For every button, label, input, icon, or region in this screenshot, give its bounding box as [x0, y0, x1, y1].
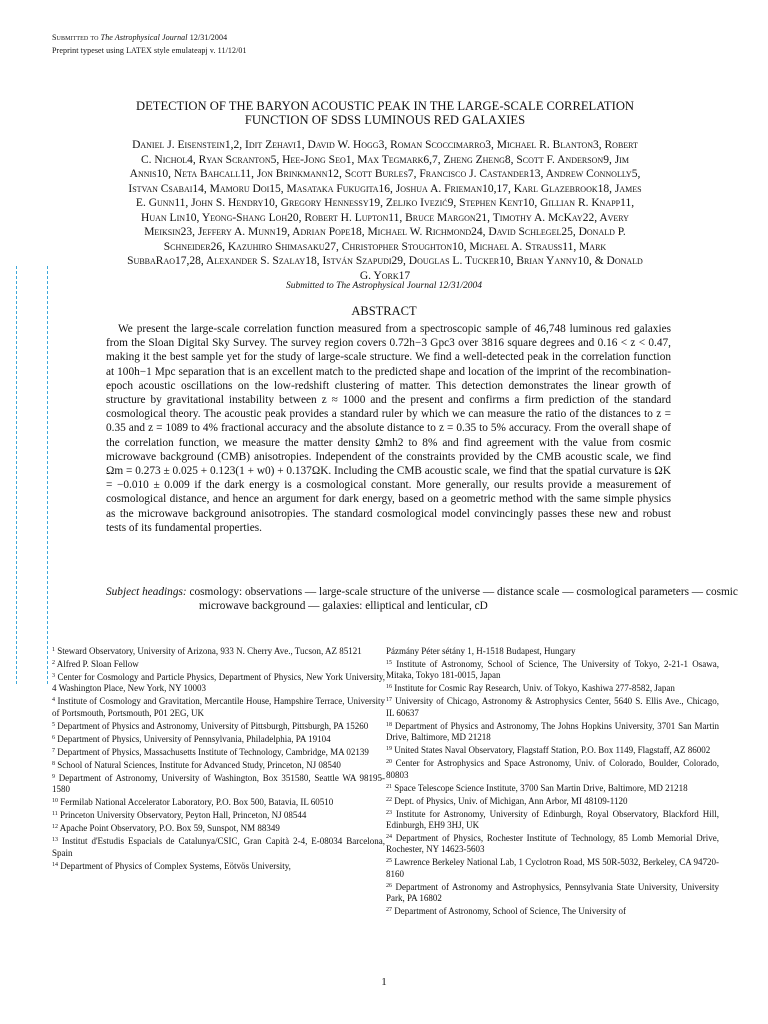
footnote: $^{15}$ Institute of Astronomy, School of Science, The University of Tokyo, 2-21-1 Osawa, Mitaka, Tokyo 181-0015, Japan — [386, 659, 719, 681]
footnote: $^{26}$ Department of Astronomy and Astrophysics, Pennsylvania State University, University Park, PA 16802 — [386, 881, 720, 904]
abstract-heading: ABSTRACT — [351, 304, 417, 318]
footnote: $^{27}$ Department of Astronomy, School of Science, The University of — [386, 906, 626, 917]
footnote: $^{25}$ Lawrence Berkeley National Lab, 1 Cyclotron Road, MS 50R-5032, Berkeley, CA 94720-8160 — [386, 857, 720, 879]
footnote: $^{18}$ Department of Physics and Astronomy, The Johns Hopkins University, 3701 San Martin Drive, Baltimore, MD 21218 — [386, 720, 720, 743]
submission-date: 12/31/2004 — [189, 33, 228, 42]
subject-headings-text: cosmology: observations — large-scale structure of the universe — distance scale — cosmological parameters — cosmic microwave background — galaxies: elliptical and lenticular, cD — [189, 586, 738, 613]
page-number: 1 — [381, 976, 387, 988]
submitted-prefix: Submitted to — [52, 33, 99, 42]
footnote: $^9$ Department of Astronomy, University of Washington, Box 351580, Seattle WA 98195-1580 — [52, 772, 386, 795]
footnote: $^{17}$ University of Chicago, Astronomy & Astrophysics Center, 5640 S. Ellis Ave., Chicago, IL 60637 — [386, 696, 720, 718]
footnote: $^{19}$ United States Naval Observatory, Flagstaff Station, P.O. Box 1149, Flagstaff, AZ 86002 — [386, 745, 711, 756]
footnote: $^{10}$ Fermilab National Accelerator Laboratory, P.O. Box 500, Batavia, IL 60510 — [52, 797, 334, 808]
footnote: $^{20}$ Center for Astrophysics and Space Astronomy, Univ. of Colorado, Boulder, Colorado, 80803 — [386, 758, 719, 780]
footnote: $^8$ School of Natural Sciences, Institute for Advanced Study, Princeton, NJ 08540 — [52, 759, 341, 770]
footnote: $^2$ Alfred P. Sloan Fellow — [52, 659, 139, 669]
selection-guide — [16, 266, 48, 684]
footnote: $^{23}$ Institute for Astronomy, University of Edinburgh, Royal Observatory, Blackford Hill, Edinburgh, EH9 3HJ, UK — [386, 808, 720, 831]
preprint-line: Preprint typeset using LATEX style emulateapj v. 11/12/01 — [52, 46, 247, 55]
footnote: Pázmány Péter sétány 1, H-1518 Budapest, Hungary — [386, 646, 576, 656]
footnote: $^6$ Department of Physics, University of Pennsylvania, Philadelphia, PA 19104 — [52, 733, 331, 744]
footnote: $^7$ Department of Physics, Massachusetts Institute of Technology, Cambridge, MA 02139 — [52, 746, 369, 757]
footnote: $^{13}$ Institut d'Estudis Espacials de Catalunya/CSIC, Gran Capità 2-4, E-08034 Barcelona, Spain — [52, 836, 385, 858]
submission-header — [52, 33, 227, 42]
subject-headings — [106, 585, 764, 613]
footnote: $^{24}$ Department of Physics, Rochester Institute of Technology, 85 Lomb Memorial Drive, Rochester, NY 14623-5603 — [386, 833, 720, 855]
author-list: Daniel J. Eisenstein1,2, Idit Zehavi1, David W. Hogg3, Roman Scoccimarro3, Michael R. Blanton3, Robert C. Nichol4, Ryan Scranton5, Hee-Jong Seo1, Max Tegmark6,7, Zheng Zheng8, Scott F. Anderson9, Jim Annis10, Neta Bahcall11, Jon Brinkmann12, Scott Burles7, Francisco J. Castander13, Andrew Connolly5, Istvan Csabai14, Mamoru Doi15, Masataka Fukugita16, Joshua A. Frieman10,17, Karl Glazebrook18, James E. Gunn11, John S. Hendry10, Gregory Hennessy19, Zeljko Ivezić9, Stephen Kent10, Gillian R. Knapp11, Huan Lin10, Yeong-Shang Loh20, Robert H. Lupton11, Bruce Margon21, Timothy A. McKay22, Avery Meiksin23, Jeffery A. Munn19, Adrian Pope18, Michael W. Richmond24, David Schlegel25, Donald P. Schneider26, Kazuhiro Shimasaku27, Christopher Stoughton10, Michael A. Strauss11, Mark SubbaRao17,28, Alexander S. Szalay18, István Szapudi29, Douglas L. Tucker10, Brian Yanny10, & Donald G. York17 — [127, 139, 643, 282]
subject-headings-label: Subject headings: — [106, 586, 187, 598]
footnote: $^3$ Center for Cosmology and Particle Physics, Department of Physics, New York University, 4 Washington Place, New York, NY 10003 — [52, 672, 385, 694]
paper-title: DETECTION OF THE BARYON ACOUSTIC PEAK IN THE LARGE-SCALE CORRELATION FUNCTION OF SDSS LUMINOUS RED GALAXIES — [135, 99, 635, 127]
footnote: $^4$ Institute of Cosmology and Gravitation, Mercantile House, Hampshire Terrace, University of Portsmouth, Portsmouth, P01 2EG, UK — [52, 696, 386, 718]
footnote: $^{12}$ Apache Point Observatory, P.O. Box 59, Sunspot, NM 88349 — [52, 823, 280, 834]
submitted-line: Submitted to The Astrophysical Journal 12/31/2004 — [285, 281, 483, 291]
footnote: $^{14}$ Department of Physics of Complex Systems, Eötvös University, — [52, 860, 291, 871]
footnotes-right — [386, 646, 719, 919]
footnote: $^1$ Steward Observatory, University of Arizona, 933 N. Cherry Ave., Tucson, AZ 85121 — [52, 646, 362, 656]
journal-name: The Astrophysical Journal — [100, 33, 188, 42]
abstract-body: We present the large-scale correlation function measured from a spectroscopic sample of 46,748 luminous red galaxies from the Sloan Digital Sky Survey. The survey region covers 0.72h−3 Gpc3 over 3816 square degrees and 0.16 < z < 0.47, making it the best sample yet for the study of large-scale structure. We find a well-detected peak in the correlation function at 100h−1 Mpc separation that is an excellent match to the predicted shape and location of the imprint of the recombination-epoch acoustic oscillations on the low-redshift clustering of matter. This detection demonstrates the linear growth of structure by gravitational instability between z ≈ 1000 and the present and confirms a firm prediction of the standard cosmological theory. The acoustic peak provides a standard ruler by which we can measure the ratio of the distances to z = 0.35 and z = 1089 to 4% fractional accuracy and the absolute distance to z = 0.35 to 5% accuracy. From the overall shape of the correlation function, we measure the matter density Ωmh2 to 8% and find agreement with the value from cosmic microwave background (CMB) anisotropies. Independent of the constraints provided by the CMB acoustic scale, we find Ωm = 0.273 ± 0.025 + 0.123(1 + w0) + 0.137ΩK. Including the CMB acoustic scale, we find that the spatial curvature is ΩK = −0.010 ± 0.009 if the dark energy is a cosmological constant. More generally, our results provide a measurement of cosmological distance, and hence an argument for dark energy, based on a geometric method with the same simple physics as the microwave background anisotropies. The standard cosmological model convincingly passes these new and robust tests of its fundamental properties. — [106, 323, 671, 534]
footnote: $^{22}$ Dept. of Physics, Univ. of Michigan, Ann Arbor, MI 48109-1120 — [386, 795, 628, 806]
footnote: $^{21}$ Space Telescope Science Institute, 3700 San Martin Drive, Baltimore, MD 21218 — [386, 782, 688, 793]
footnotes-left — [52, 646, 385, 874]
footnote: $^{11}$ Princeton University Observatory, Peyton Hall, Princeton, NJ 08544 — [52, 810, 307, 821]
footnote: $^5$ Department of Physics and Astronomy, University of Pittsburgh, Pittsburgh, PA 15260 — [52, 720, 369, 731]
footnote: $^{16}$ Institute for Cosmic Ray Research, Univ. of Tokyo, Kashiwa 277-8582, Japan — [386, 683, 675, 694]
